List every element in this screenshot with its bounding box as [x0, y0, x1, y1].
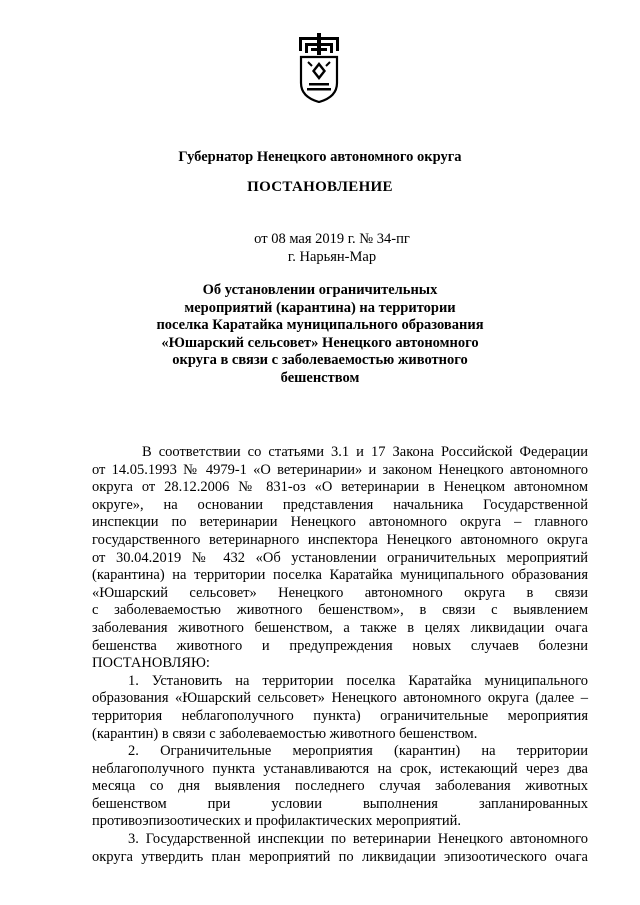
document-body: [92, 444, 588, 866]
issuer-title: Губернатор Ненецкого автономного округа: [178, 149, 462, 165]
coat-of-arms-icon: [296, 33, 342, 103]
body-line: заболевания животного бешенством, а также в целях ликвидации очага: [92, 619, 588, 636]
title-line: округа в связи с заболеваемостью животного: [172, 352, 468, 368]
body-line: В соответствии со статьями 3.1 и 17 Закона Российской Федерации: [142, 444, 588, 460]
body-line: с заболеваемостью животного бешенством», в связи с выявлением: [92, 602, 588, 619]
place: г. Нарьян-Мар: [287, 249, 377, 265]
body-line: 1. Установить на территории поселка Каратайка муниципального: [128, 672, 588, 689]
title-line: «Юшарский сельсовет» Ненецкого автономного: [161, 334, 479, 351]
body-line: от 30.04.2019 № 432 «Об установлении ограничительных мероприятий: [92, 549, 588, 566]
date-and-number: от 08 мая 2019 г. № 34-пг: [254, 231, 410, 247]
body-line: округе», на основании представления начальника Государственной: [92, 496, 588, 513]
body-line: территория неблагополучного пункта) ограничительные мероприятия: [92, 707, 588, 724]
body-line: (карантина) на территории поселка Каратайка муниципального образования: [92, 567, 588, 584]
body-line: 2. Ограничительные мероприятия (карантин) на территории: [128, 743, 588, 760]
body-line: «Юшарский сельсовет» Ненецкого автономного округа в связи: [92, 584, 588, 601]
document-title: [0, 282, 640, 387]
body-line: бешенства животного и предупреждения новых случаев болезни: [92, 637, 588, 654]
body-line: месяца со дня выявления последнего случая заболевания животных: [92, 778, 588, 795]
body-line: ПОСТАНОВЛЯЮ:: [92, 655, 210, 672]
body-line: противоэпизоотических и профилактических мероприятий.: [92, 813, 461, 830]
title-line: поселка Каратайка муниципального образования: [156, 317, 484, 333]
body-line: от 14.05.1993 № 4979-1 «О ветеринарии» и законом Ненецкого автономного: [92, 461, 588, 478]
body-line: неблагополучного пункта устанавливаются на срок, истекающий через два: [92, 760, 588, 777]
body-line: округа от 28.12.2006 № 831-оз «О ветеринарии в Ненецком автономном: [92, 479, 588, 496]
body-line: инспекции по ветеринарии Ненецкого автономного округа – главного: [92, 514, 588, 531]
body-line: 3. Государственной инспекции по ветеринарии Ненецкого автономного: [128, 831, 588, 848]
title-line: Об установлении ограничительных: [202, 282, 438, 298]
title-line: бешенством: [280, 369, 360, 386]
document-type: ПОСТАНОВЛЕНИЕ: [247, 179, 393, 195]
body-line: бешенством при условии выполнения запланированных: [92, 795, 588, 812]
body-line: округа утвердить план мероприятий по ликвидации эпизоотического очага: [92, 848, 588, 865]
body-line: образования «Юшарский сельсовет» Ненецкого автономного округа (далее –: [92, 690, 588, 707]
body-line: государственного ветеринарного инспектора Ненецкого автономного округа: [92, 531, 588, 548]
title-line: мероприятий (карантина) на территории: [184, 299, 456, 316]
body-line: (карантин) в связи с заболеваемостью животного бешенством.: [92, 725, 478, 742]
